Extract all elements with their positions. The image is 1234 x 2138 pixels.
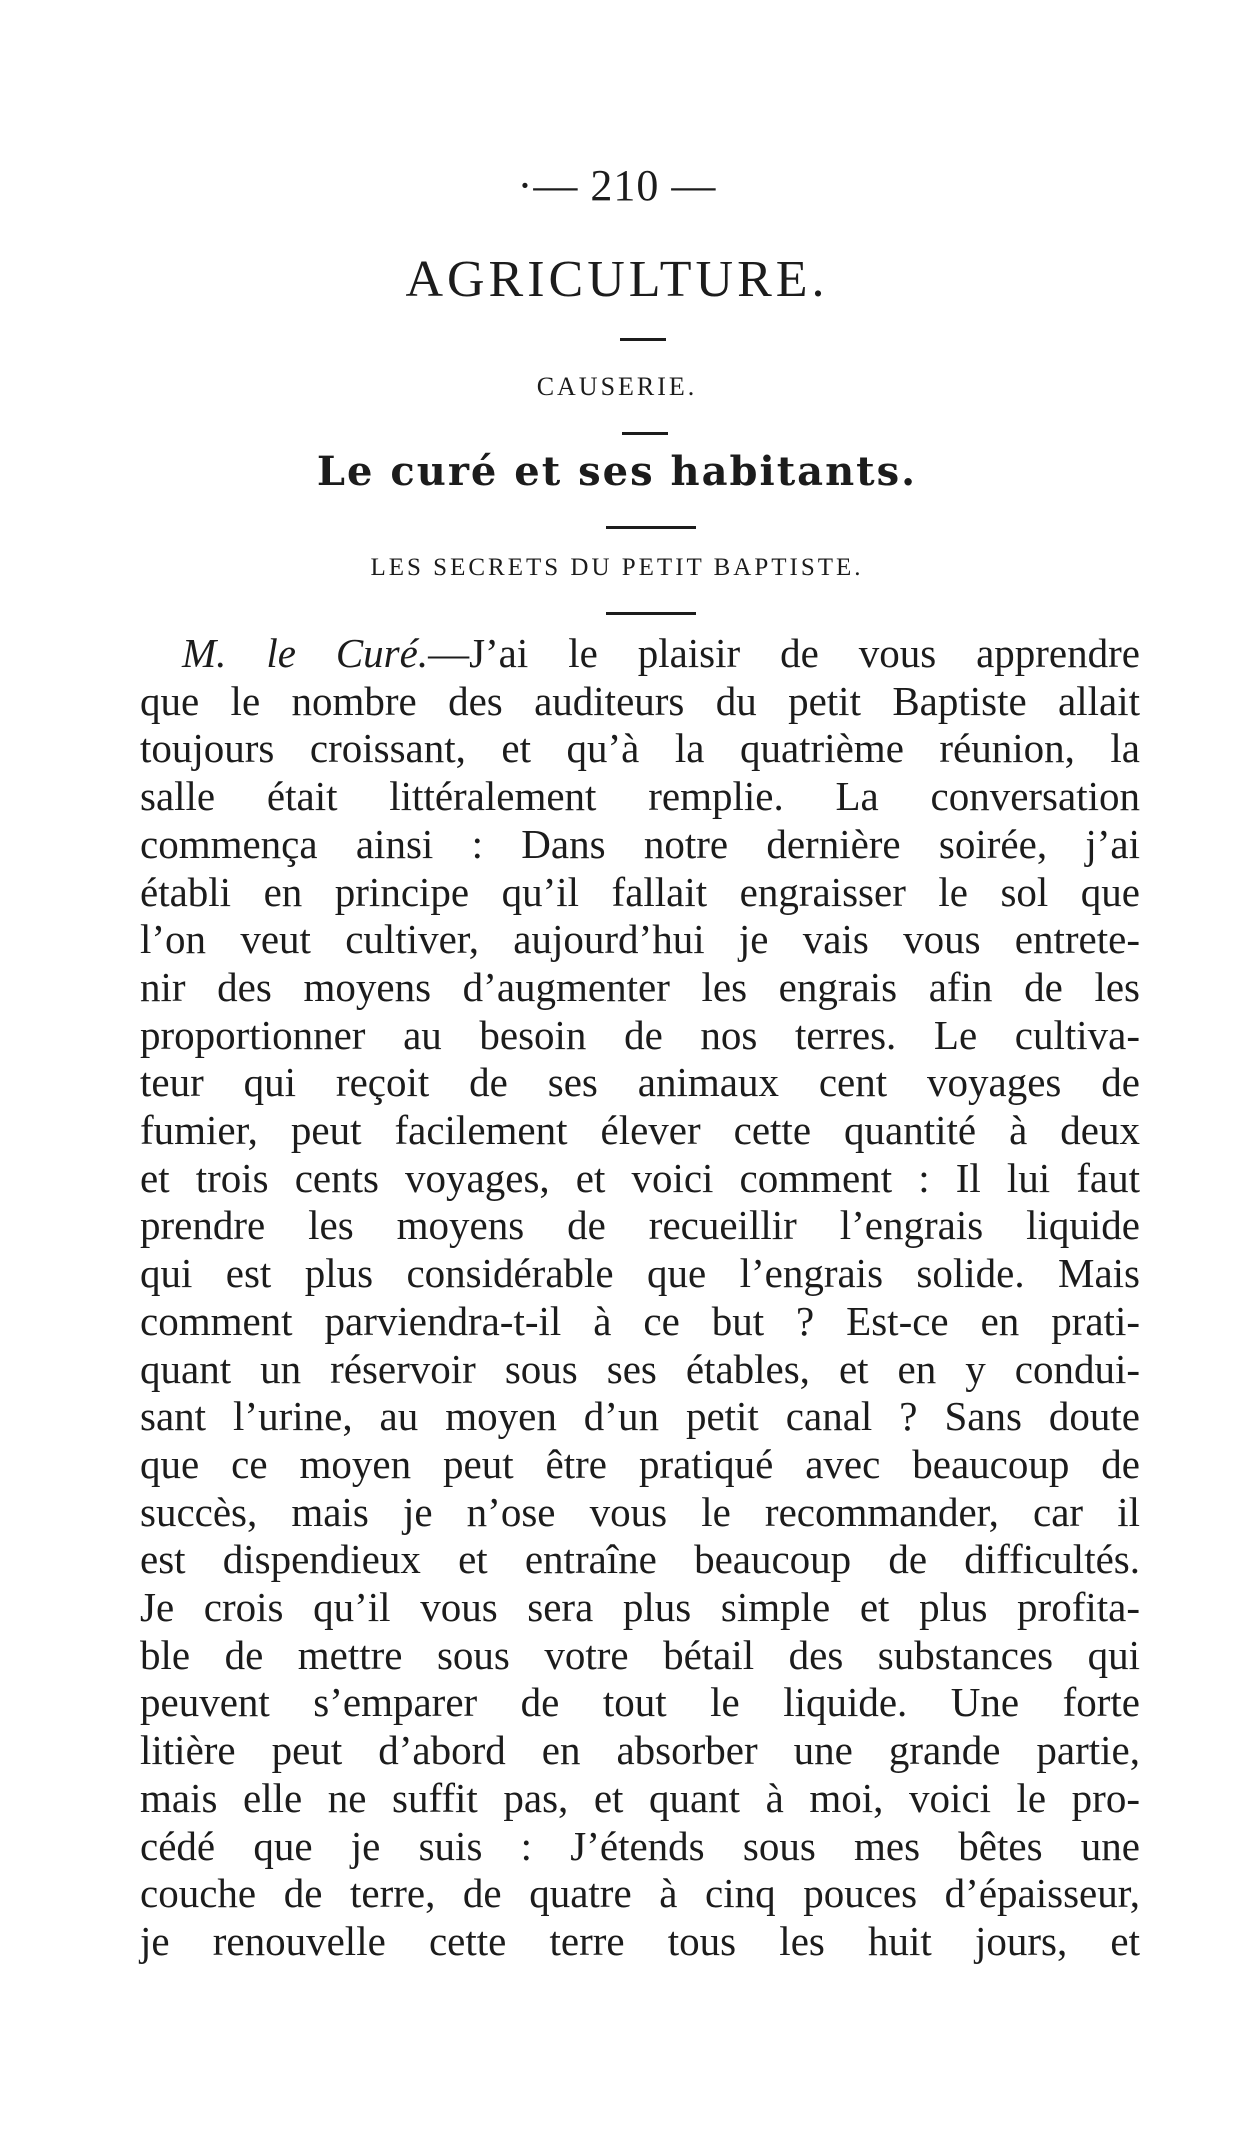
text-line: établi en principe qu’il fallait engraisser le sol que (140, 868, 1140, 915)
text-line: teur qui reçoit de ses animaux cent voyages de (140, 1059, 1140, 1106)
page-number: ·— 210 — (517, 161, 717, 210)
text-line: je renouvelle cette terre tous les huit jours, et (140, 1917, 1140, 1964)
divider-rule (620, 338, 666, 341)
text-line: mais elle ne suffit pas, et quant à moi, voici le pro- (140, 1774, 1140, 1821)
text-line: prendre les moyens de recueillir l’engrais liquide (140, 1202, 1140, 1249)
text-line: sant l’urine, au moyen d’un petit canal ? Sans doute (140, 1393, 1140, 1440)
text-line-first (140, 630, 1140, 676)
text-line: quant un réservoir sous ses étables, et en y condui- (140, 1345, 1140, 1392)
sub-title: CAUSERIE. (536, 372, 698, 401)
first-line-text: —J’ai le plaisir de vous apprendre (428, 630, 1140, 676)
text-line: ble de mettre sous votre bétail des substances qui (140, 1631, 1140, 1678)
text-line: qui est plus considérable que l’engrais solide. Mais (140, 1250, 1140, 1297)
text-line: cédé que je suis : J’étends sous mes bêtes une (140, 1822, 1140, 1869)
text-line: peuvent s’emparer de tout le liquide. Une forte (140, 1679, 1140, 1726)
text-line: succès, mais je n’ose vous le recommander, car il (140, 1488, 1140, 1535)
text-line: salle était littéralement remplie. La conversation (140, 773, 1140, 820)
text-line: commença ainsi : Dans notre dernière soirée, j’ai (140, 820, 1140, 867)
speaker-label: M. le Curé. (182, 630, 429, 676)
text-line: couche de terre, de quatre à cinq pouces d’épaisseur, (140, 1870, 1140, 1917)
text-line: que ce moyen peut être pratiqué avec beaucoup de (140, 1440, 1140, 1487)
text-line: et trois cents voyages, et voici comment : Il lui faut (140, 1154, 1140, 1201)
text-line: est dispendieux et entraîne beaucoup de difficultés. (140, 1536, 1140, 1583)
text-line: que le nombre des auditeurs du petit Baptiste allait (140, 677, 1140, 724)
article-title: Le curé et ses habitants. (316, 448, 918, 495)
article-subtitle: LES SECRETS DU PETIT BAPTISTE. (370, 554, 864, 581)
text-line: fumier, peut facilement élever cette quantité à deux (140, 1107, 1140, 1153)
text-line: Je crois qu’il vous sera plus simple et plus profita- (140, 1584, 1140, 1630)
text-line: comment parviendra-t-il à ce but ? Est-ce en prati- (140, 1297, 1140, 1344)
divider-rule (622, 432, 668, 435)
divider-rule (606, 612, 696, 615)
text-line: toujours croissant, et qu’à la quatrième réunion, la (140, 725, 1140, 772)
text-line: l’on veut cultiver, aujourd’hui je vais vous entrete- (140, 916, 1140, 963)
text-line: proportionner au besoin de nos terres. Le cultiva- (140, 1011, 1140, 1058)
divider-rule (606, 526, 696, 529)
section-title: AGRICULTURE. (405, 251, 829, 308)
text-line: litière peut d’abord en absorber une grande partie, (140, 1727, 1140, 1774)
text-line: nir des moyens d’augmenter les engrais afin de les (140, 963, 1140, 1010)
